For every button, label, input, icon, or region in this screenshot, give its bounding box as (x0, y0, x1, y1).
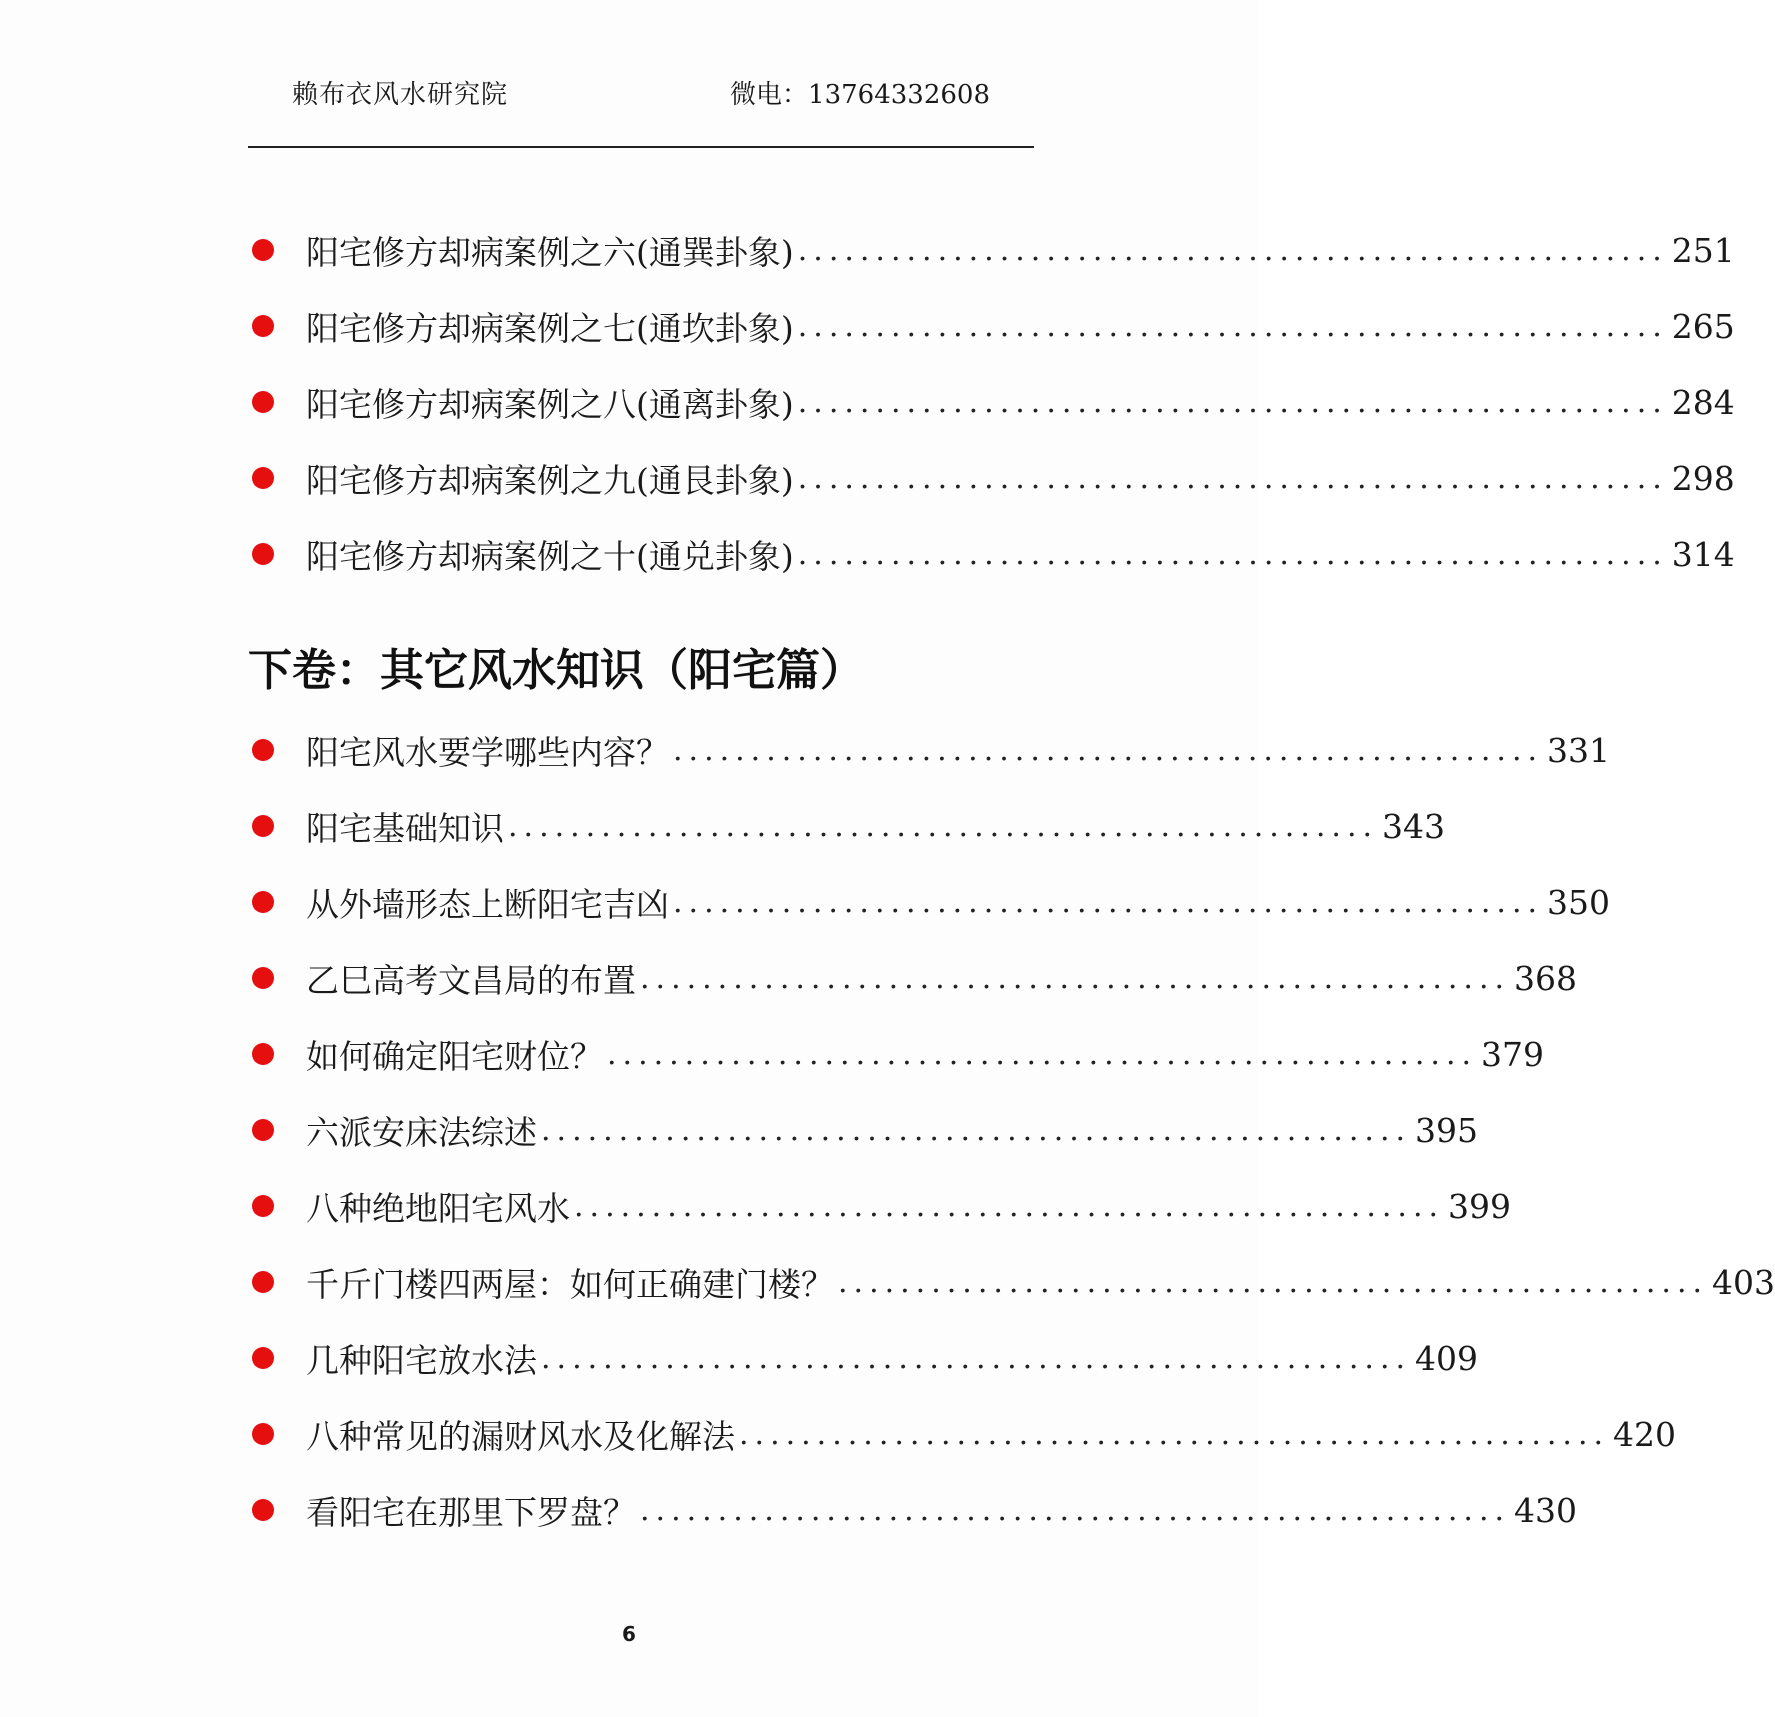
toc-entry-page: 368 (1514, 958, 1578, 998)
toc-entry-title: 从外墙形态上断阳宅吉凶 (306, 884, 669, 924)
toc-entry[interactable] (252, 300, 1735, 352)
toc-entry-title: 阳宅修方却病案例之十(通兑卦象) (306, 536, 794, 576)
bullet-icon (252, 467, 274, 489)
dot-leader: ........................................................ (797, 460, 1668, 496)
bullet-icon (252, 391, 274, 413)
bullet-icon (252, 1271, 274, 1293)
toc-entry[interactable] (252, 800, 1446, 852)
toc-entry-title: 阳宅基础知识 (306, 808, 504, 848)
toc-entry-title: 六派安床法综述 (306, 1112, 537, 1152)
toc-entry-title: 阳宅风水要学哪些内容？ (306, 732, 669, 772)
bullet-icon (252, 1119, 274, 1141)
bullet-icon (252, 543, 274, 565)
toc-entry-title: 八种常见的漏财风水及化解法 (306, 1416, 735, 1456)
toc-entry-title: 八种绝地阳宅风水 (306, 1188, 570, 1228)
toc-entry[interactable] (252, 1408, 1677, 1460)
page-number: 6 (622, 1622, 636, 1646)
toc-entry-title: 如何确定阳宅财位？ (306, 1036, 603, 1076)
bullet-icon (252, 815, 274, 837)
toc-entry[interactable] (252, 876, 1611, 928)
toc-entry[interactable] (252, 1332, 1479, 1384)
toc-entry[interactable] (252, 452, 1735, 504)
publisher-name: 赖布衣风水研究院 (292, 80, 509, 110)
bullet-icon (252, 891, 274, 913)
toc-entry-title: 千斤门楼四两屋：如何正确建门楼？ (306, 1264, 834, 1304)
dot-leader: ........................................................ (838, 1264, 1709, 1300)
bullet-icon (252, 1499, 274, 1521)
dot-leader: ........................................................ (673, 732, 1544, 768)
bullet-icon (252, 1423, 274, 1445)
dot-leader: ........................................................ (797, 384, 1668, 420)
toc-entry-page: 395 (1415, 1110, 1479, 1150)
bullet-icon (252, 1347, 274, 1369)
bullet-icon (252, 239, 274, 261)
toc-entry[interactable] (252, 1256, 1775, 1308)
dot-leader: ........................................................ (574, 1188, 1445, 1224)
toc-entry-title: 阳宅修方却病案例之七(通坎卦象) (306, 308, 794, 348)
toc-entry[interactable] (252, 724, 1611, 776)
section-heading: 下卷：其它风水知识（阳宅篇） (248, 645, 864, 696)
toc-entry-page: 298 (1671, 458, 1735, 498)
dot-leader: ........................................................ (607, 1036, 1478, 1072)
bullet-icon (252, 967, 274, 989)
bullet-icon (252, 315, 274, 337)
dot-leader: ........................................................ (673, 884, 1544, 920)
dot-leader: ........................................................ (640, 1492, 1511, 1528)
dot-leader: ........................................................ (797, 232, 1668, 268)
toc-entry[interactable] (252, 1180, 1512, 1232)
toc-entry[interactable] (252, 1028, 1545, 1080)
toc-entry-title: 看阳宅在那里下罗盘？ (306, 1492, 636, 1532)
toc-entry-page: 430 (1514, 1490, 1578, 1530)
toc-entry[interactable] (252, 224, 1735, 276)
toc-entry-title: 阳宅修方却病案例之八(通离卦象) (306, 384, 794, 424)
toc-entry-page: 350 (1547, 882, 1611, 922)
dot-leader: ........................................................ (739, 1416, 1610, 1452)
toc-entry-page: 265 (1671, 306, 1735, 346)
toc-entry-page: 379 (1481, 1034, 1545, 1074)
bullet-icon (252, 739, 274, 761)
toc-entry-title: 乙巳高考文昌局的布置 (306, 960, 636, 1000)
toc-entry-page: 331 (1547, 730, 1611, 770)
toc-entry[interactable] (252, 528, 1735, 580)
toc-entry[interactable] (252, 952, 1578, 1004)
bullet-icon (252, 1043, 274, 1065)
dot-leader: ........................................................ (541, 1112, 1412, 1148)
toc-entry[interactable] (252, 376, 1735, 428)
toc-entry[interactable] (252, 1484, 1578, 1536)
toc-entry-title: 阳宅修方却病案例之九(通艮卦象) (306, 460, 794, 500)
toc-entry-page: 284 (1671, 382, 1735, 422)
page-header (292, 74, 1004, 118)
header-divider (248, 146, 1034, 148)
dot-leader: ........................................................ (640, 960, 1511, 996)
toc-entry-page: 399 (1448, 1186, 1512, 1226)
toc-entry-page: 409 (1415, 1338, 1479, 1378)
toc-entry-page: 343 (1382, 806, 1446, 846)
toc-entry-page: 314 (1671, 534, 1735, 574)
dot-leader: ........................................................ (508, 808, 1379, 844)
dot-leader: ........................................................ (797, 308, 1668, 344)
toc-entry-title: 阳宅修方却病案例之六(通巽卦象) (306, 232, 794, 272)
dot-leader: ........................................................ (541, 1340, 1412, 1376)
bullet-icon (252, 1195, 274, 1217)
toc-entry-page: 403 (1712, 1262, 1775, 1302)
contact-info: 微电：13764332608 (730, 80, 990, 110)
dot-leader: ........................................................ (797, 536, 1668, 572)
toc-entry[interactable] (252, 1104, 1479, 1156)
toc-entry-page: 251 (1671, 230, 1735, 270)
toc-entry-page: 420 (1613, 1414, 1677, 1454)
toc-entry-title: 几种阳宅放水法 (306, 1340, 537, 1380)
